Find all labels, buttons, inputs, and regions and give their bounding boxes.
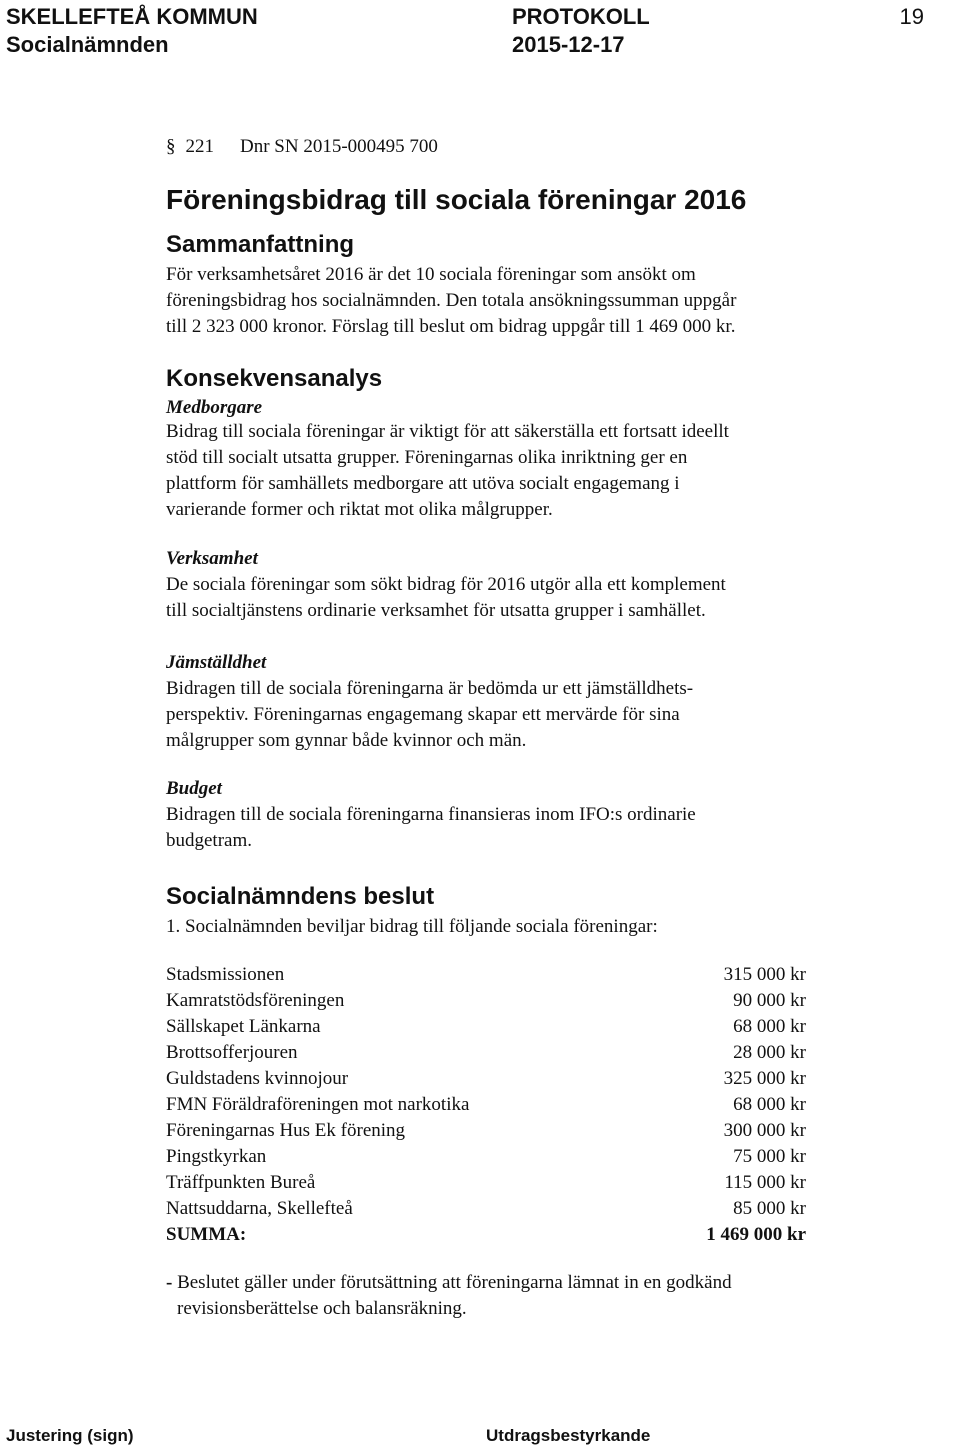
table-row	[166, 1196, 806, 1222]
association-name: Pingstkyrkan	[166, 1146, 267, 1167]
grant-amount: 115 000 kr	[724, 1172, 806, 1193]
table-row	[166, 1066, 806, 1092]
condition-line: Beslutet gäller under förutsättning att föreningarna lämnat in en godkänd	[177, 1272, 732, 1293]
operations-line: De sociala föreningar som sökt bidrag för 2016 utgör alla ett komplement	[166, 574, 726, 595]
footer-certification-label: Utdragsbestyrkande	[486, 1426, 651, 1445]
section-number: 221	[185, 136, 214, 157]
summary-line: till 2 323 000 kronor. Förslag till beslut om bidrag uppgår till 1 469 000 kr.	[166, 316, 736, 337]
operations-heading: Verksamhet	[166, 548, 258, 569]
decision-condition	[166, 1270, 856, 1322]
table-row	[166, 1092, 806, 1118]
section-marker	[166, 136, 438, 158]
grant-amount: 68 000 kr	[733, 1094, 806, 1115]
paragraph-sign: §	[166, 136, 176, 157]
association-name: Brottsofferjouren	[166, 1042, 298, 1063]
budget-line: Bidragen till de sociala föreningarna finansieras inom IFO:s ordinarie	[166, 804, 696, 825]
summary-heading: Sammanfattning	[166, 231, 355, 258]
analysis-heading: Konsekvensanalys	[166, 365, 383, 392]
table-row	[166, 1014, 806, 1040]
table-row	[166, 988, 806, 1014]
association-name: Föreningarnas Hus Ek förening	[166, 1120, 406, 1141]
grant-amount: 85 000 kr	[733, 1198, 806, 1219]
summary-line: För verksamhetsåret 2016 är det 10 sociala föreningar som ansökt om	[166, 264, 696, 285]
summary-text	[166, 262, 846, 340]
diary-number: Dnr SN 2015-000495 700	[240, 136, 438, 157]
footer-signature-label: Justering (sign)	[6, 1426, 134, 1445]
table-row	[166, 1118, 806, 1144]
budget-line: budgetram.	[166, 830, 253, 851]
header-date: 2015-12-17	[512, 32, 625, 57]
summary-line: föreningsbidrag hos socialnämnden. Den totala ansökningssumman uppgår	[166, 290, 737, 311]
equality-heading: Jämställdhet	[166, 652, 267, 673]
association-name: FMN Föräldraföreningen mot narkotika	[166, 1094, 470, 1115]
grant-table	[166, 962, 806, 1248]
grant-amount: 325 000 kr	[723, 1068, 806, 1089]
grant-amount: 315 000 kr	[723, 964, 806, 985]
association-name: Stadsmissionen	[166, 964, 285, 985]
header-org: SKELLEFTEÅ KOMMUN	[6, 4, 258, 29]
association-name: Träffpunkten Bureå	[166, 1172, 316, 1193]
header-doc-type: PROTOKOLL	[512, 4, 650, 29]
header-dept: Socialnämnden	[6, 32, 169, 57]
equality-line: målgrupper som gynnar både kvinnor och män.	[166, 730, 527, 751]
condition-line: revisionsberättelse och balansräkning.	[177, 1298, 467, 1319]
operations-text	[166, 572, 846, 624]
grant-amount: 28 000 kr	[733, 1042, 806, 1063]
citizens-text	[166, 419, 846, 523]
association-name: Kamratstödsföreningen	[166, 990, 345, 1011]
grant-amount: 75 000 kr	[733, 1146, 806, 1167]
operations-line: till socialtjänstens ordinarie verksamhet för utsatta grupper i samhället.	[166, 600, 706, 621]
total-amount: 1 469 000 kr	[706, 1224, 806, 1245]
citizens-line: stöd till socialt utsatta grupper. Föreningarnas olika inriktning ger en	[166, 447, 688, 468]
grant-amount: 300 000 kr	[723, 1120, 806, 1141]
table-row	[166, 1144, 806, 1170]
citizens-line: Bidrag till sociala föreningar är viktigt för att säkerställa ett fortsatt ideellt	[166, 421, 729, 442]
total-label: SUMMA:	[166, 1224, 247, 1245]
citizens-line: varierande former och riktat mot olika målgrupper.	[166, 499, 553, 520]
page-number: 19	[899, 4, 924, 29]
table-row	[166, 962, 806, 988]
association-name: Sällskapet Länkarna	[166, 1016, 321, 1037]
equality-text	[166, 676, 846, 754]
association-name: Guldstadens kvinnojour	[166, 1068, 349, 1089]
grant-amount: 90 000 kr	[733, 990, 806, 1011]
table-row	[166, 1170, 806, 1196]
budget-heading: Budget	[166, 778, 222, 799]
association-name: Nattsuddarna, Skellefteå	[166, 1198, 353, 1219]
grant-amount: 68 000 kr	[733, 1016, 806, 1037]
page-title: Föreningsbidrag till sociala föreningar 2016	[166, 184, 747, 215]
equality-line: Bidragen till de sociala föreningarna är bedömda ur ett jämställdhets-	[166, 678, 694, 699]
citizens-line: plattform för samhällets medborgare att utöva socialt engagemang i	[166, 473, 680, 494]
condition-dash: -	[166, 1272, 173, 1293]
decision-heading: Socialnämndens beslut	[166, 883, 435, 910]
table-row	[166, 1040, 806, 1066]
budget-text	[166, 802, 846, 854]
citizens-heading: Medborgare	[166, 397, 263, 418]
decision-intro: 1. Socialnämnden beviljar bidrag till följande sociala föreningar:	[166, 916, 658, 937]
total-row	[166, 1222, 806, 1248]
equality-line: perspektiv. Föreningarnas engagemang skapar ett mervärde för sina	[166, 704, 680, 725]
